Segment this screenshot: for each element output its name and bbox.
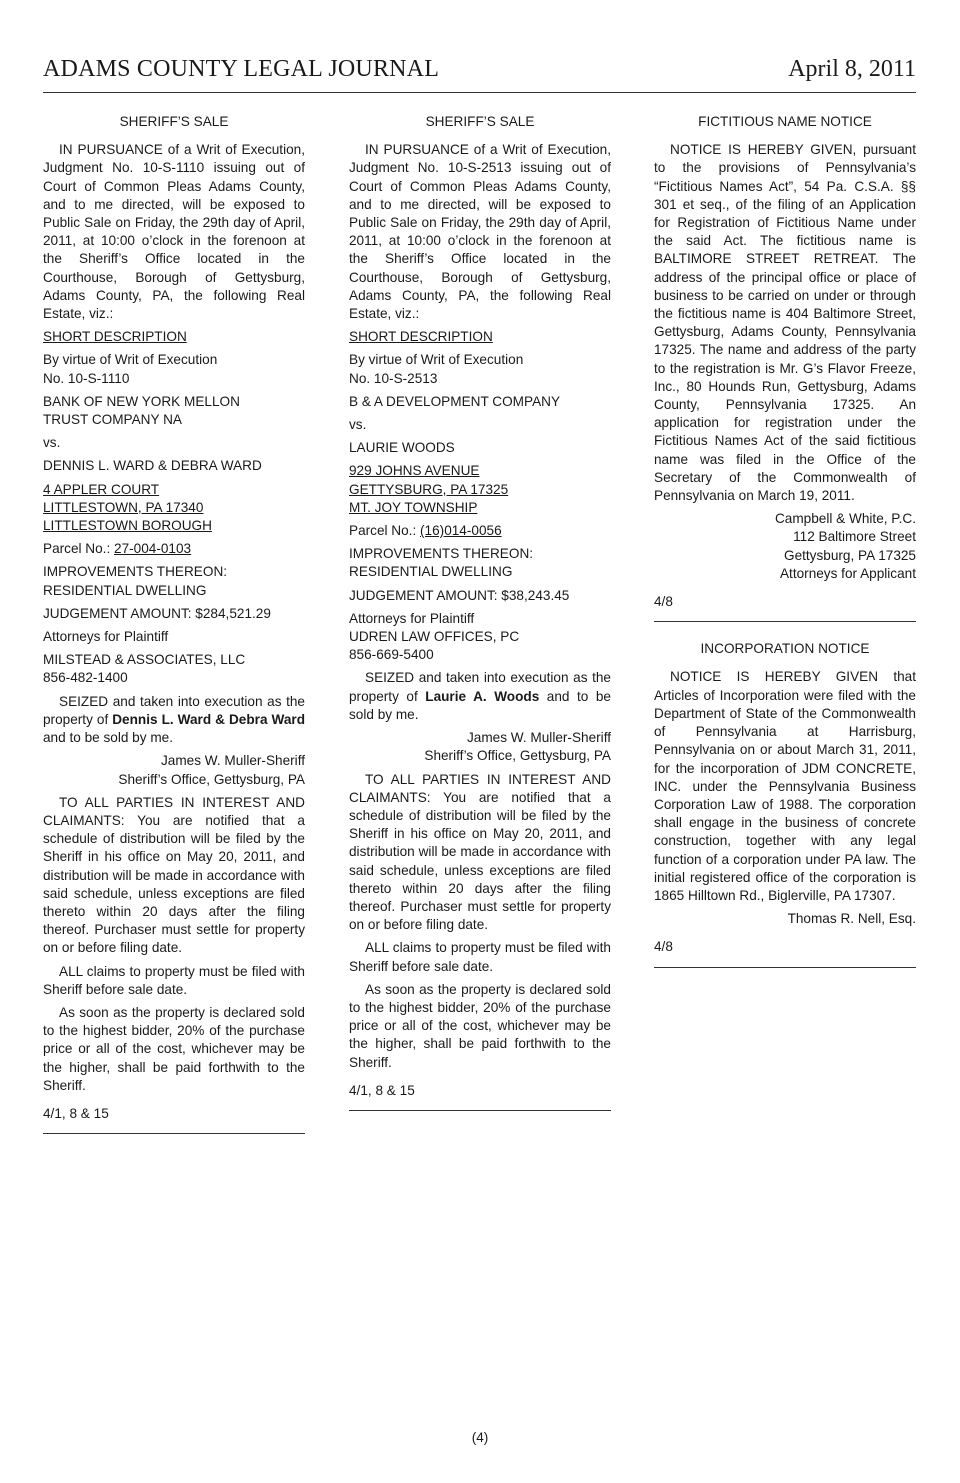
attorneys-label: Attorneys for Plaintiff	[43, 629, 169, 645]
publication-dates: 4/8	[654, 939, 673, 955]
divider	[43, 1133, 305, 1134]
property-owner-name: Laurie A. Woods	[425, 688, 540, 704]
divider	[349, 1110, 611, 1111]
seized-text: SEIZED and taken into execution as the property of	[349, 670, 611, 704]
sheriff-signature	[43, 752, 305, 788]
seized-statement	[349, 669, 611, 724]
masthead	[43, 52, 916, 93]
signature-line: Gettysburg, PA 17325	[784, 547, 916, 563]
divider	[654, 967, 916, 968]
fictitious-name-heading: FICTITIOUS NAME NOTICE	[698, 114, 872, 129]
notice-heading: SHERIFF’S SALE	[425, 114, 535, 129]
parcel	[43, 540, 305, 558]
address-line: LITTLESTOWN BOROUGH	[43, 518, 212, 534]
law-firm	[43, 651, 305, 687]
improvements-label: IMPROVEMENTS THEREON:	[43, 564, 228, 580]
firm-phone: 856-482-1400	[43, 670, 128, 686]
judgement-amount: JUDGEMENT AMOUNT: $38,243.45	[349, 587, 570, 603]
firm-phone: 856-669-5400	[349, 647, 434, 663]
parcel-number: 27-004-0103	[114, 541, 192, 557]
parcel-number: (16)014-0056	[420, 523, 502, 539]
plaintiff: B & A DEVELOPMENT COMPANY	[349, 393, 561, 409]
writ-line: By virtue of Writ of Execution	[43, 352, 218, 368]
improvements-value: RESIDENTIAL DWELLING	[349, 564, 513, 580]
signature-line: Attorneys for Applicant	[779, 565, 916, 581]
law-firm	[349, 610, 611, 665]
notices-column-3	[654, 113, 916, 968]
attorneys-label: Attorneys for Plaintiff	[349, 610, 475, 626]
property-address	[43, 481, 305, 536]
writ-line: By virtue of Writ of Execution	[349, 352, 524, 368]
seized-text: SEIZED and taken into execution as the property of	[43, 693, 305, 727]
versus: vs.	[349, 417, 367, 433]
sheriff-name: James W. Muller-Sheriff	[466, 730, 611, 746]
claims-notice: ALL claims to property must be filed with Sheriff before sale date.	[43, 963, 305, 997]
property-owner-name: Dennis L. Ward & Debra Ward	[112, 711, 305, 727]
signature-line: 112 Baltimore Street	[793, 529, 916, 545]
publication-dates: 4/1, 8 & 15	[43, 1105, 109, 1121]
applicant-signature	[654, 510, 916, 583]
seized-statement	[43, 693, 305, 748]
sheriff-signature	[349, 729, 611, 765]
incorporation-body: NOTICE IS HEREBY GIVEN that Articles of Incorporation were filed with the Department of State of the Commonwealth of Pennsylvania at Harrisburg, Pennsylvania on or about March 31, 2011, for the incorporation of JDM CONCRETE, INC. under the Pennsylvania Business Corporation Law of 1988. The corporation shall engage in the business of concrete construction, together with any legal function of a corporation under PA law. The initial registered office of the corporation is 1865 Hilltown Rd., Biglerville, PA 17307.	[654, 669, 916, 903]
divider	[654, 621, 916, 622]
defendant: DENNIS L. WARD & DEBRA WARD	[43, 458, 262, 474]
address-line: LITTLESTOWN, PA 17340	[43, 499, 204, 515]
address-line: MT. JOY TOWNSHIP	[349, 499, 478, 515]
sheriff-office: Sheriff’s Office, Gettysburg, PA	[424, 748, 611, 764]
address-line: GETTYSBURG, PA 17325	[349, 481, 509, 497]
claims-notice: ALL claims to property must be filed with Sheriff before sale date.	[349, 940, 611, 974]
incorporation-signature: Thomas R. Nell, Esq.	[787, 911, 916, 927]
sheriff-sale-notice-2	[349, 113, 611, 1111]
address-line: 929 JOHNS AVENUE	[349, 463, 480, 479]
improvements-label: IMPROVEMENTS THEREON:	[349, 546, 534, 562]
property-address	[349, 462, 611, 517]
address-line: 4 APPLER COURT	[43, 481, 160, 497]
firm-name: MILSTEAD & ASSOCIATES, LLC	[43, 652, 246, 668]
sheriff-office: Sheriff’s Office, Gettysburg, PA	[118, 771, 305, 787]
seized-text: and to be sold by me.	[349, 688, 611, 722]
notice-intro: IN PURSUANCE of a Writ of Execution, Judgment No. 10-S-1110 issuing out of Court of Common Pleas Adams County, and to me directed, will be exposed to Public Sale on Friday, the 29th day of April, 2011, at 10:00 o’clock in the forenoon at the Sheriff’s Office located in the Courthouse, Borough of Gettysburg, Adams County, PA, the following Real Estate, viz.:	[43, 142, 305, 322]
short-description-label: SHORT DESCRIPTION	[349, 329, 493, 345]
parcel	[349, 522, 611, 540]
improvements-value: RESIDENTIAL DWELLING	[43, 582, 207, 598]
writ-number: No. 10-S-2513	[349, 370, 438, 386]
publication-dates: 4/8	[654, 594, 673, 610]
notice-heading: SHERIFF’S SALE	[119, 114, 229, 129]
payment-notice: As soon as the property is declared sold to the highest bidder, 20% of the purchase price or all of the cost, whichever may be the higher, shall be paid forthwith to the Sheriff.	[349, 981, 611, 1070]
notice-intro: IN PURSUANCE of a Writ of Execution, Judgment No. 10-S-2513 issuing out of Court of Common Pleas Adams County, and to me directed, will be exposed to Public Sale on Friday, the 29th day of April, 2011, at 10:00 o’clock in the forenoon at the Sheriff’s Office located in the Courthouse, Borough of Gettysburg, Adams County, PA, the following Real Estate, viz.:	[349, 142, 611, 322]
fictitious-name-body: NOTICE IS HEREBY GIVEN, pursuant to the provisions of Pennsylvania’s “Fictitious Names Act”, 54 Pa. C.S.A. §§ 301 et seq., of the filing of an Application for Registration of Fictitious Name under the said Act. The fictitious name is BALTIMORE STREET RETREAT. The address of the principal office or place of business to be carried on under or through the fictitious name is 404 Baltimore Street, Gettysburg, Adams County, Pennsylvania 17325. The name and address of the party to the registration is Mr. G’s Flavor Freeze, Inc., 80 Hounds Run, Gettysburg, Adams County, Pennsylvania 17325. An application for registration under the Fictitious Names Act of the said fictitious name was filed in the Office of the Secretary of the Commonwealth of Pennsylvania on March 19, 2011.	[654, 142, 916, 504]
payment-notice: As soon as the property is declared sold to the highest bidder, 20% of the purchase price or all of the cost, whichever may be the higher, shall be paid forthwith to the Sheriff.	[43, 1004, 305, 1093]
issue-date: April 8, 2011	[788, 56, 916, 82]
seized-text: and to be sold by me.	[43, 730, 173, 746]
plaintiff-line: TRUST COMPANY NA	[43, 412, 182, 428]
firm-name: UDREN LAW OFFICES, PC	[349, 629, 520, 645]
improvements	[43, 563, 305, 599]
parcel-label: Parcel No.:	[349, 523, 421, 539]
plaintiff	[43, 393, 305, 429]
publication-dates: 4/1, 8 & 15	[349, 1082, 415, 1098]
judgement-amount: JUDGEMENT AMOUNT: $284,521.29	[43, 605, 271, 621]
signature-line: Campbell & White, P.C.	[774, 511, 916, 527]
page-number: (4)	[471, 1430, 489, 1445]
versus: vs.	[43, 435, 61, 451]
defendant: LAURIE WOODS	[349, 440, 455, 456]
sheriff-name: James W. Muller-Sheriff	[160, 753, 305, 769]
writ-info	[349, 351, 611, 387]
claimants-notice: TO ALL PARTIES IN INTEREST AND CLAIMANTS: You are notified that a schedule of distribution will be filed by the Sheriff in his office on May 20, 2011, and distribution will be made in accordance with said schedule, unless exceptions are filed thereto within 20 days after the filing thereof. Purchaser must settle for property on or before filing date.	[43, 794, 305, 956]
parcel-label: Parcel No.:	[43, 541, 115, 557]
incorporation-heading: INCORPORATION NOTICE	[700, 641, 870, 657]
improvements	[349, 545, 611, 581]
writ-info	[43, 351, 305, 387]
short-description-label: SHORT DESCRIPTION	[43, 329, 187, 345]
journal-title: ADAMS COUNTY LEGAL JOURNAL	[43, 56, 440, 82]
sheriff-sale-notice-1	[43, 113, 305, 1134]
plaintiff-line: BANK OF NEW YORK MELLON	[43, 393, 240, 409]
writ-number: No. 10-S-1110	[43, 370, 130, 386]
claimants-notice: TO ALL PARTIES IN INTEREST AND CLAIMANTS: You are notified that a schedule of distribution will be filed by the Sheriff in his office on May 20, 2011, and distribution will be made in accordance with said schedule, unless exceptions are filed thereto within 20 days after the filing thereof. Purchaser must settle for property on or before filing date.	[349, 771, 611, 933]
